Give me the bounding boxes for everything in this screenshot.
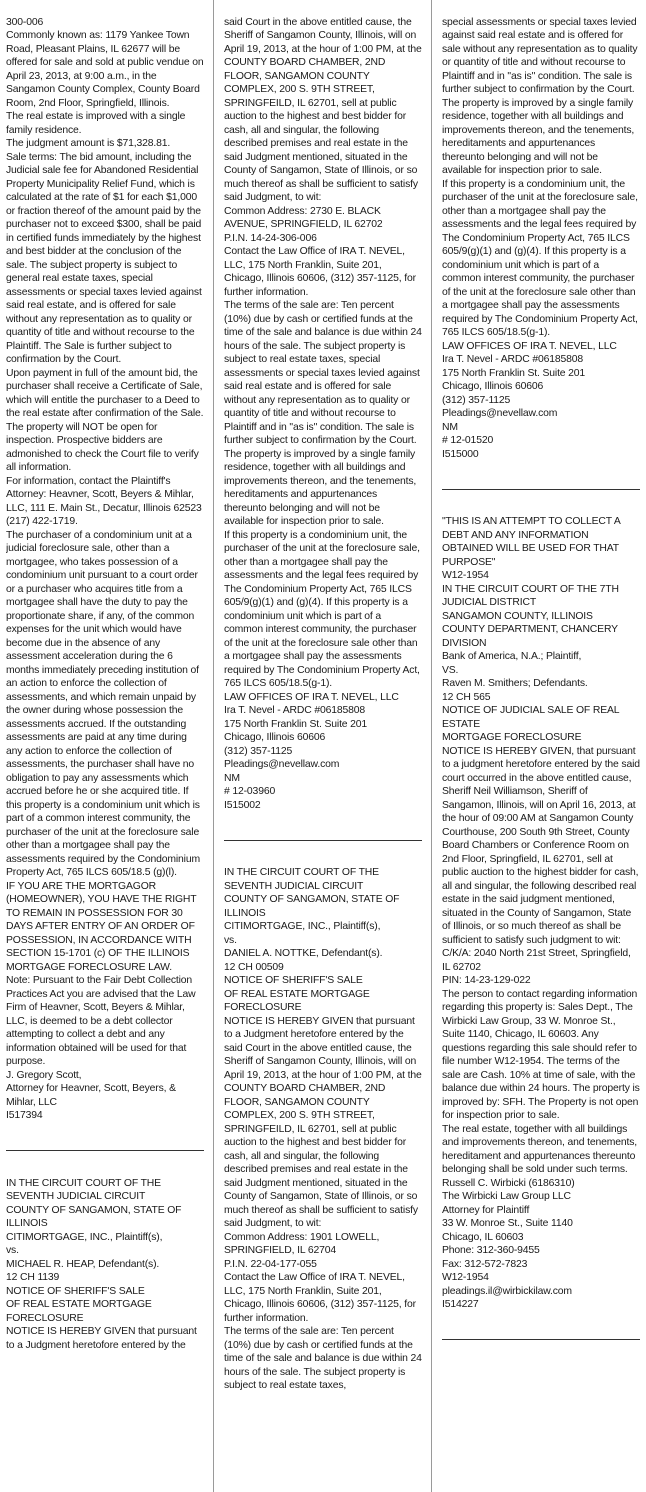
column-divider [431, 0, 432, 1492]
notice-separator [6, 1150, 204, 1151]
notice-yankee-town-road-continued: 300-006 Commonly known as: 1179 Yankee Town Road, Pleasant Plains, IL 62677 will be offered for sale and sold at public vendue on April 23, 2013, at 9:00 a.m., in the Sangamon County Complex, County Board Room, 2nd Floor, Springfield, Illinois. The real estate is improved with a single family residence. The judgment amount is $71,328.81. Sale terms: The bid amount, including the Judicial sale fee for Abandoned Residential Property Municipality Relief Fund, which is calculated at the rate of $1 for each $1,000 or fraction thereof of the amount paid by the purchaser not to exceed $300, shall be paid in certified funds immediately by the highest and best bidder at the conclusion of the sale. The subject property is subject to general real estate taxes, special assessments or special taxes levied against said real estate, and is offered for sale without any representation as to quality or quantity of title and without recourse to the Plaintiff. The Sale is further subject to confirmation by the Court. Upon payment in full of the amount bid, the purchaser shall receive a Certificate of Sale, which will entitle the purchaser to a Deed to the real estate after confirmation of the Sale. The property will NOT be open for inspection. Prospective bidders are admonished to check the Court file to verify all information. For information, contact the Plaintiff's Attorney: Heavner, Scott, Beyers & Mihlar, LLC, 111 E. Main St., Decatur, Illinois 62523 (217) 422-1719. The purchaser of a condominium unit at a judicial foreclosure sale, other than a mortgagee, who takes possession of a condominium unit pursuant to a court order or a purchaser who acquires title from a mortgagee shall have the duty to pay the proportionate share, if any, of the common expenses for the unit which would have become due in the absence of any assessment acceleration during the 6 months immediately preceding institution of an action to enforce the collection of assessments, and which remain unpaid by the owner during whose possession the assessments accrued. If the outstanding assessments are paid at any time during any action to enforce the collection of assessments, the purchaser shall have no obligation to pay any assessments which accrued before he or she acquired title. If this property is a condominium unit which is part of a common interest community, the purchaser of the unit at the foreclosure sale other than a mortgagee shall pay the assessments required by the Condominium Property Act, 765 ILCS 605/18.5 (g)(l). IF YOU ARE THE MORTGAGOR (HOMEOWNER), YOU HAVE THE RIGHT TO REMAIN IN POSSESSION FOR 30 DAYS AFTER ENTRY OF AN ORDER OF POSSESSION, IN ACCORDANCE WITH SECTION 15-1701 (c) OF THE ILLINOIS MORTGAGE FORECLOSURE LAW. Note: Pursuant to the Fair Debt Collection Practices Act you are advised that the Law Firm of Heavner, Scott, Beyers & Mihlar, LLC, is deemed to be a debt collector attempting to collect a debt and any information obtained will be used for that purpose. J. Gregory Scott, Attorney for Heavner, Scott, Beyers, & Mihlar, LLC I517394 [6, 16, 204, 1121]
notice-separator [442, 489, 640, 490]
notice-separator [442, 1339, 640, 1340]
notice-separator [224, 840, 422, 841]
column-2 [224, 2, 422, 1406]
column-1 [6, 2, 204, 1366]
notice-smithers-judicial-sale: "THIS IS AN ATTEMPT TO COLLECT A DEBT AND ANY INFORMATION OBTAINED WILL BE USED FOR THAT PURPOSE" W12-1954 IN THE CIRCUIT COURT OF THE 7TH JUDICIAL DISTRICT SANGAMON COUNTY, ILLINOIS COUNTY DEPARTMENT, CHANCERY DIVISION Bank of America, N.A.; Plaintiff, VS. Raven M. Smithers; Defendants. 12 CH 565 NOTICE OF JUDICIAL SALE OF REAL ESTATE MORTGAGE FORECLOSURE NOTICE IS HEREBY GIVEN, that pursuant to a judgment heretofore entered by the said court occurred in the above entitled cause, Sheriff Neil Williamson, Sheriff of Sangamon, Illinois, will on April 16, 2013, at the hour of 09:00 AM at Sangamon County Courthouse, 200 South 9th Street, County Board Chambers or Conference Room on 2nd Floor, Springfield, IL 62701, sell at public auction to the highest bidder for cash, all and singular, the following described real estate in the said judgment mentioned, situated in the County of Sangamon, State of Illinois, or so much thereof as shall be sufficient to satisfy such judgment to wit: C/K/A: 2040 North 21st Street, Springfield, IL 62702 PIN: 14-23-129-022 The person to contact regarding information regarding this property is: Sales Dept., The Wirbicki Law Group, 33 W. Monroe St., Suite 1140, Chicago, IL 60603. Any questions regarding this sale should refer to file number W12-1954. The terms of the sale are Cash. 10% at time of sale, with the balance due within 24 hours. The property is improved by: SFH. The Property is not open for inspection prior to sale. The real estate, together with all buildings and improvements thereon, and tenements, hereditament and appurtenances thereunto belonging shall be sold under such terms. Russell C. Wirbicki (6186310) The Wirbicki Law Group LLC Attorney for Plaintiff 33 W. Monroe St., Suite 1140 Chicago, IL 60603 Phone: 312-360-9455 Fax: 312-572-7823 W12-1954 pleadings.il@wirbickilaw.com I514227 [442, 516, 640, 1310]
notice-heap-continued: said Court in the above entitled cause, the Sheriff of Sangamon County, Illinois, will on April 19, 2013, at the hour of 1:00 PM, at the COUNTY BOARD CHAMBER, 2ND FLOOR, SANGAMON COUNTY COMPLEX, 200 S. 9TH STREET, SPRINGFEILD, IL 62701, sell at public auction to the highest and best bidder for cash, all and singular, the following described premises and real estate in the said Judgment mentioned, situated in the County of Sangamon, State of Illinois, or so much thereof as shall be sufficient to satisfy said Judgment, to wit: Common Address: 2730 E. BLACK AVENUE, SPRINGFIELD, IL 62702 P.I.N. 14-24-306-006 Contact the Law Office of IRA T. NEVEL, LLC, 175 North Franklin, Suite 201, Chicago, Illinois 60606, (312) 357-1125, for further information. The terms of the sale are: Ten percent (10%) due by cash or certified funds at the time of the sale and balance is due within 24 hours of the sale. The subject property is subject to real estate taxes, special assessments or special taxes levied against said real estate and is offered for sale without any representation as to quality or quantity of title and without recourse to Plaintiff and in "as is" condition. The sale is further subject to confirmation by the Court. The property is improved by a single family residence, together with all buildings and improvements thereon, and the tenements, hereditaments and appurtenances thereunto belonging and will not be available for inspection prior to sale. If this property is a condominium unit, the purchaser of the unit at the foreclosure sale, other than a mortgagee shall pay the assessments and the legal fees required by The Condominium Property Act, 765 ILCS 605/9(g)(1) and (g)(4). If this property is a condominium unit which is part of a common interest community, the purchaser of the unit at the foreclosure sale other than a mortgagee shall pay the assessments required by The Condominium Property Act, 765 ILCS 605/18.5(g-1). LAW OFFICES OF IRA T. NEVEL, LLC Ira T. Nevel - ARDC #06185808 175 North Franklin St. Suite 201 Chicago, Illinois 60606 (312) 357-1125 Pleadings@nevellaw.com NM # 12-03960 I515002 [224, 16, 422, 811]
column-divider [213, 0, 214, 1492]
notice-nottke-continued: special assessments or special taxes levied against said real estate and is offered for sale without any representation as to quality or quantity of title and without recourse to Plaintiff and in "as is" condition. The sale is further subject to confirmation by the Court. The property is improved by a single family residence, together with all buildings and improvements thereon, and the tenements, hereditaments and appurtenances thereunto belonging and will not be available for inspection prior to sale. If this property is a condominium unit, the purchaser of the unit at the foreclosure sale, other than a mortgagee shall pay the assessments and the legal fees required by The Condominium Property Act, 765 ILCS 605/9(g)(1) and (g)(4). If this property is a condominium unit which is part of a common interest community, the purchaser of the unit at the foreclosure sale other than a mortgagee shall pay the assessments required by The Condominium Property Act, 765 ILCS 605/18.5(g-1). LAW OFFICES OF IRA T. NEVEL, LLC Ira T. Nevel - ARDC #06185808 175 North Franklin St. Suite 201 Chicago, Illinois 60606 (312) 357-1125 Pleadings@nevellaw.com NM # 12-01520 I515000 [442, 16, 638, 460]
notice-nottke-sheriff-sale: IN THE CIRCUIT COURT OF THE SEVENTH JUDICIAL CIRCUIT COUNTY OF SANGAMON, STATE OF ILLINOIS CITIMORTGAGE, INC., Plaintiff(s), vs. DANIEL A. NOTTKE, Defendant(s). 12 CH 00509 NOTICE OF SHERIFF'S SALE OF REAL ESTATE MORTGAGE FORECLOSURE NOTICE IS HEREBY GIVEN that pursuant to a Judgment heretofore entered by the said Court in the above entitled cause, the Sheriff of Sangamon County, Illinois, will on April 19, 2013, at the hour of 1:00 PM, at the COUNTY BOARD CHAMBER, 2ND FLOOR, SANGAMON COUNTY COMPLEX, 200 S. 9TH STREET, SPRINGFEILD, IL 62701, sell at public auction to the highest and best bidder for cash, all and singular, the following described premises and real estate in the said Judgment mentioned, situated in the County of Sangamon, State of Illinois, or so much thereof as shall be sufficient to satisfy said Judgment, to wit: Common Address: 1901 LOWELL, SPRINGFIELD, IL 62704 P.I.N. 22-04-177-055 Contact the Law Office of IRA T. NEVEL, LLC, 175 North Franklin, Suite 201, Chicago, Illinois 60606, (312) 357-1125, for further information. The terms of the sale are: Ten percent (10%) due by cash or certified funds at the time of the sale and balance is due within 24 hours of the sale. The subject property is subject to real estate taxes, [224, 867, 422, 1391]
column-3 [442, 2, 640, 1366]
notice-heap-sheriff-sale: IN THE CIRCUIT COURT OF THE SEVENTH JUDICIAL CIRCUIT COUNTY OF SANGAMON, STATE OF ILLINOIS CITIMORTGAGE, INC., Plaintiff(s), vs. MICHAEL R. HEAP, Defendant(s). 12 CH 1139 NOTICE OF SHERIFF'S SALE OF REAL ESTATE MORTGAGE FORECLOSURE NOTICE IS HEREBY GIVEN that pursuant to a Judgment heretofore entered by the [6, 1177, 197, 1351]
